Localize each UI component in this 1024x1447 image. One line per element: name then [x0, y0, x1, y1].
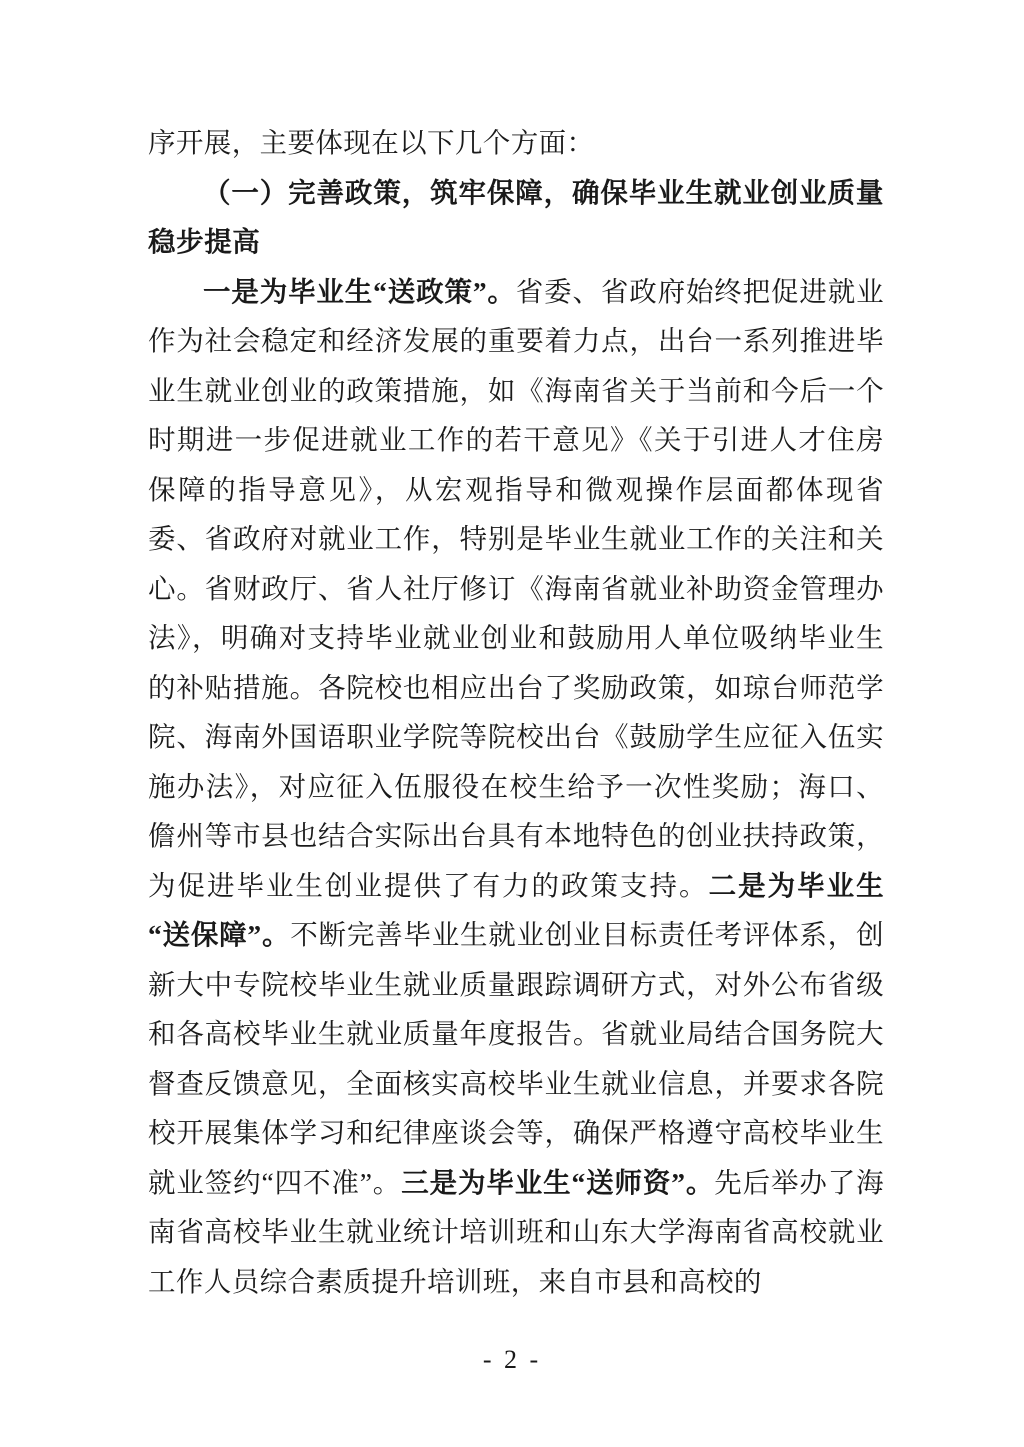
policy-run-5: 三是为毕业生“送师资”。	[401, 1166, 715, 1198]
policy-run-2: 省委、省政府始终把促进就业作为社会稳定和经济发展的重要着力点，出台一系列推进毕业生就业创业的政策措施，如《海南省关于当前和今后一个时期进一步促进就业工作的若干意见》《关于引进人才住房保障的指导意见》，从宏观指导和微观操作层面都体现省委、省政府对就业工作，特别是毕业生就业工作的关注和关心。省财政厅、省人社厅修订《海南省就业补助资金管理办法》，明确对支持毕业就业创业和鼓励用人单位吸纳毕业生的补贴措施。各院校也相应出台了奖励政策，如琼台师范学院、海南外国语职业学院等院校出台《鼓励学生应征入伍实施办法》，对应征入伍服役在校生给予一次性奖励；海口、儋州等市县也结合实际出台具有本地特色的创业扶持政策，为促进毕业生创业提供了有力的政策支持。	[148, 275, 884, 901]
policy-run-1: 一是为毕业生“送政策”。	[203, 275, 516, 307]
policy-run-4: 不断完善毕业生就业创业目标责任考评体系，创新大中专院校毕业生就业质量跟踪调研方式，对外公布省级和各高校毕业生就业质量年度报告。省就业局结合国务院大督查反馈意见，全面核实高校毕业生就业信息，并要求各院校开展集体学习和纪律座谈会等，确保严格遵守高校毕业生就业签约“四不准”。	[148, 919, 885, 1198]
section-heading-1: （一）完善政策，筑牢保障，确保毕业生就业创业质量稳步提高	[148, 176, 884, 257]
policy-run-6: 先后举办了海南省高校毕业生就业统计培训班和山东大学海南省高校就业工作人员综合素质提升培训班，来自市县和高校的	[148, 1166, 884, 1297]
policy-paragraph	[148, 267, 884, 1307]
continued-paragraph: 序开展，主要体现在以下几个方面：	[148, 127, 595, 158]
page-number: - 2 -	[482, 1345, 542, 1374]
document-body	[148, 118, 884, 1306]
policy-run-3: 二是为毕业生“送保障”。	[148, 869, 884, 950]
